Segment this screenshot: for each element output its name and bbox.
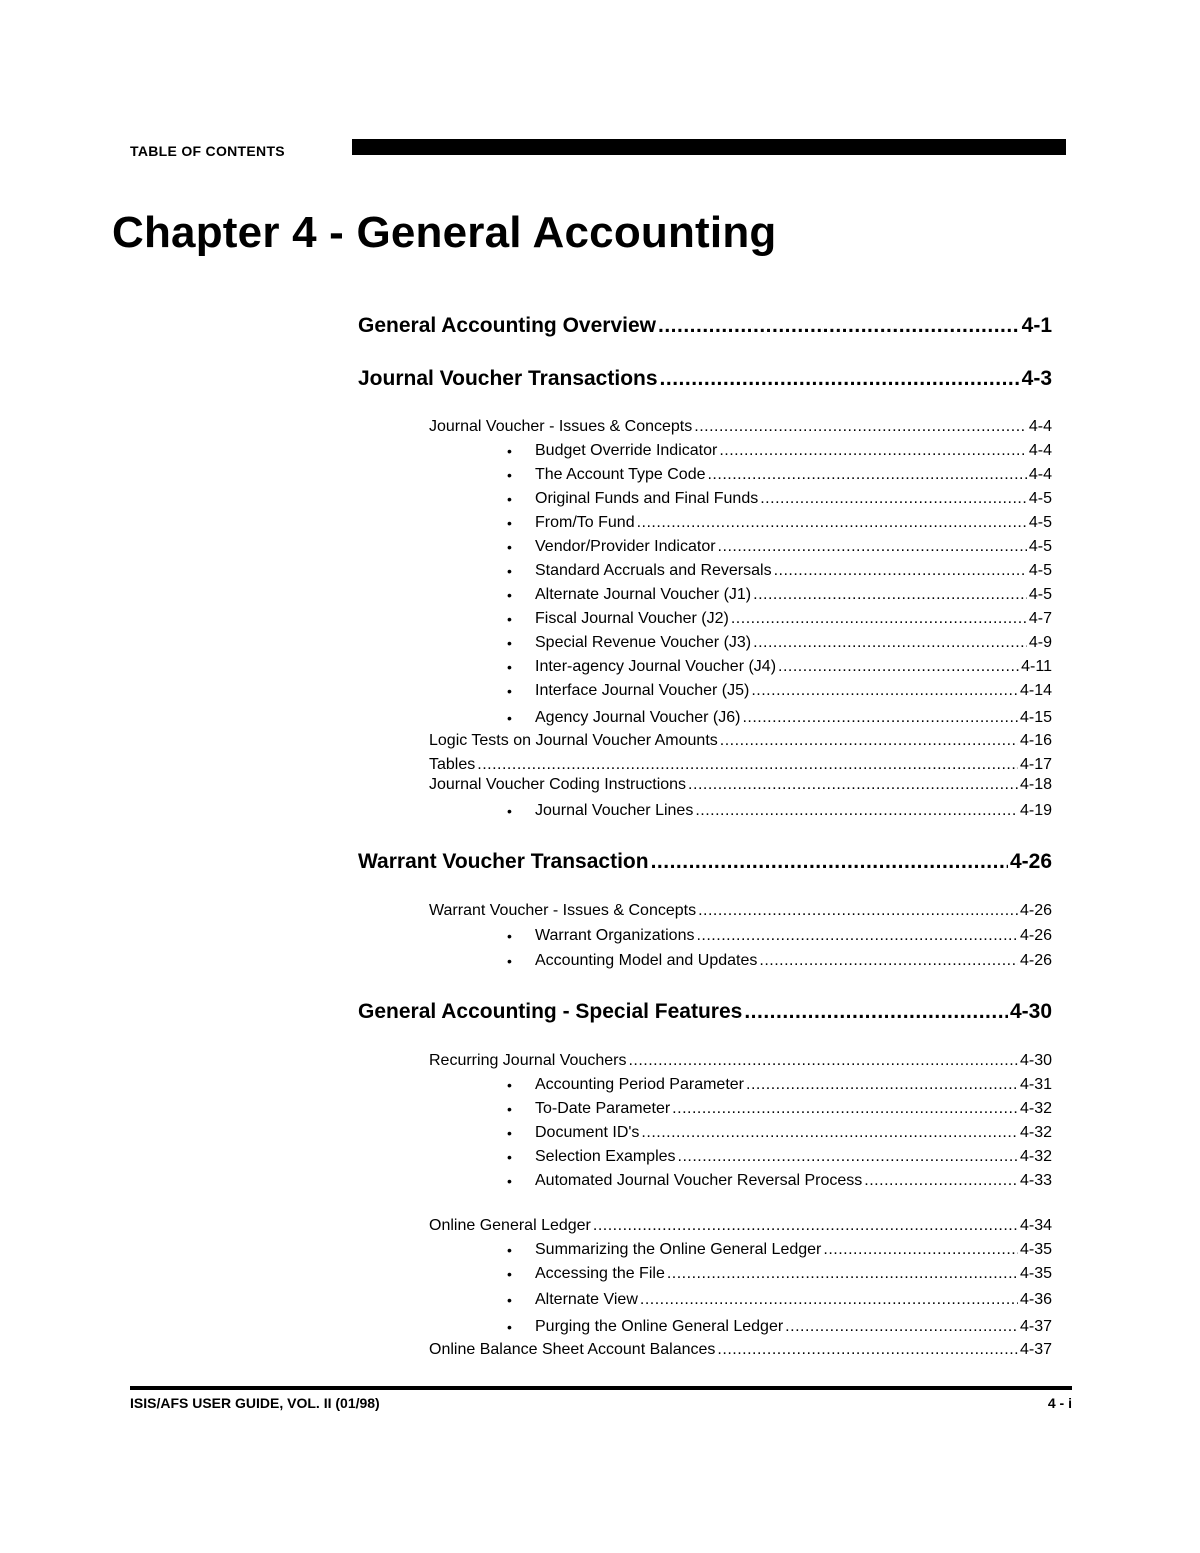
- bullet-icon: •: [507, 803, 512, 819]
- dot-leader: [637, 514, 1027, 532]
- toc-entry-page: 4-5: [1028, 562, 1052, 579]
- dot-leader: [753, 634, 1027, 652]
- toc-entry-title: Purging the Online General Ledger: [535, 1318, 784, 1335]
- toc-entry-title: To-Date Parameter: [535, 1100, 671, 1117]
- toc-entry-title: Journal Voucher Transactions: [358, 367, 658, 390]
- toc-entry[interactable]: [535, 1076, 1052, 1096]
- toc-entry-title: Online Balance Sheet Account Balances: [429, 1341, 716, 1358]
- toc-entry-page: 4-9: [1028, 634, 1052, 651]
- bullet-icon: •: [507, 710, 512, 726]
- toc-entry[interactable]: [535, 538, 1052, 558]
- toc-entry[interactable]: [429, 776, 1052, 796]
- toc-entry[interactable]: [535, 927, 1052, 947]
- toc-entry-page: 4-26: [1009, 850, 1052, 873]
- bullet-icon: •: [507, 1173, 512, 1189]
- toc-entry-page: 4-16: [1019, 732, 1052, 749]
- bullet-icon: •: [507, 1266, 512, 1282]
- bullet-icon: •: [507, 563, 512, 579]
- dot-leader: [688, 776, 1018, 794]
- toc-entry[interactable]: [535, 466, 1052, 486]
- toc-entry[interactable]: [535, 634, 1052, 654]
- toc-entry[interactable]: [535, 709, 1052, 729]
- toc-entry-page: 4-32: [1019, 1148, 1052, 1165]
- toc-entry[interactable]: [535, 514, 1052, 534]
- toc-entry-page: 4-33: [1019, 1172, 1052, 1189]
- toc-entry[interactable]: [535, 802, 1052, 822]
- toc-entry-page: 4-31: [1019, 1076, 1052, 1093]
- toc-entry-page: 4-18: [1019, 776, 1052, 793]
- toc-entry-page: 4-15: [1019, 709, 1052, 726]
- toc-entry-page: 4-35: [1019, 1241, 1052, 1258]
- dot-leader: [785, 1318, 1018, 1336]
- toc-entry-title: Standard Accruals and Reversals: [535, 562, 772, 579]
- bullet-icon: •: [507, 491, 512, 507]
- toc-entry-title: Warrant Organizations: [535, 927, 695, 944]
- toc-entry-page: 4-11: [1021, 658, 1052, 675]
- toc-entry-page: 4-36: [1019, 1291, 1052, 1308]
- bullet-icon: •: [507, 539, 512, 555]
- dot-leader: [774, 562, 1027, 580]
- toc-entry-page: 4-26: [1019, 927, 1052, 944]
- dot-leader: [823, 1241, 1018, 1259]
- toc-entry[interactable]: [535, 1318, 1052, 1338]
- dot-leader: [760, 490, 1027, 508]
- footer-page-number: 4 - i: [1047, 1395, 1072, 1411]
- toc-entry[interactable]: [535, 682, 1052, 702]
- header-label: TABLE OF CONTENTS: [130, 143, 285, 159]
- toc-entry-title: Warrant Voucher Transaction: [358, 850, 649, 873]
- dot-leader: [753, 586, 1027, 604]
- footer-guide-title: ISIS/AFS USER GUIDE, VOL. II (01/98): [130, 1395, 380, 1411]
- toc-entry-title: Alternate View: [535, 1291, 638, 1308]
- dot-leader: [719, 442, 1027, 460]
- toc-entry[interactable]: [535, 442, 1052, 462]
- toc-entry-page: 4-5: [1028, 490, 1052, 507]
- toc-entry-page: 4-7: [1028, 610, 1052, 627]
- dot-leader: [751, 682, 1018, 700]
- toc-entry[interactable]: [535, 1241, 1052, 1261]
- toc-entry-page: 4-5: [1028, 514, 1052, 531]
- bullet-icon: •: [507, 611, 512, 627]
- toc-entry[interactable]: [429, 1052, 1052, 1072]
- footer-rule: [130, 1386, 1072, 1390]
- toc-entry-title: The Account Type Code: [535, 466, 706, 483]
- dot-leader: [695, 802, 1018, 820]
- dot-leader: [593, 1217, 1018, 1235]
- toc-entry[interactable]: [535, 1148, 1052, 1168]
- bullet-icon: •: [507, 1149, 512, 1165]
- toc-entry[interactable]: [358, 1000, 1052, 1026]
- toc-entry-page: 4-30: [1019, 1052, 1052, 1069]
- toc-entry[interactable]: [429, 902, 1052, 922]
- dot-leader: [720, 732, 1018, 750]
- dot-leader: [742, 709, 1018, 727]
- toc-entry[interactable]: [535, 586, 1052, 606]
- dot-leader: [477, 756, 1018, 774]
- bullet-icon: •: [507, 928, 512, 944]
- dot-leader: [698, 902, 1018, 920]
- toc-entry[interactable]: [535, 562, 1052, 582]
- toc-entry[interactable]: [535, 490, 1052, 510]
- bullet-icon: •: [507, 467, 512, 483]
- bullet-icon: •: [507, 1077, 512, 1093]
- dot-leader: [731, 610, 1027, 628]
- dot-leader: [718, 538, 1027, 556]
- toc-entry-title: Journal Voucher Lines: [535, 802, 694, 819]
- toc-entry-title: Selection Examples: [535, 1148, 676, 1165]
- toc-entry[interactable]: [535, 1172, 1052, 1192]
- toc-entry-title: Accounting Model and Updates: [535, 952, 758, 969]
- dot-leader: [746, 1076, 1018, 1094]
- toc-entry-title: From/To Fund: [535, 514, 635, 531]
- toc-entry-page: 4-1: [1021, 314, 1052, 337]
- toc-entry[interactable]: [535, 1124, 1052, 1144]
- dot-leader: [759, 952, 1018, 970]
- dot-leader: [744, 1000, 1008, 1024]
- toc-entry-page: 4-37: [1019, 1341, 1052, 1358]
- toc-entry-title: General Accounting Overview: [358, 314, 656, 337]
- dot-leader: [660, 367, 1020, 391]
- bullet-icon: •: [507, 635, 512, 651]
- bullet-icon: •: [507, 443, 512, 459]
- toc-entry[interactable]: [535, 610, 1052, 630]
- toc-entry[interactable]: [358, 314, 1052, 340]
- toc-entry-page: 4-14: [1019, 682, 1052, 699]
- dot-leader: [717, 1341, 1018, 1359]
- toc-entry[interactable]: [429, 756, 1052, 776]
- toc-entry-title: Budget Override Indicator: [535, 442, 718, 459]
- toc-entry-page: 4-3: [1021, 367, 1052, 390]
- toc-entry-page: 4-32: [1019, 1100, 1052, 1117]
- toc-entry-title: Original Funds and Final Funds: [535, 490, 759, 507]
- bullet-icon: •: [507, 953, 512, 969]
- toc-entry-page: 4-34: [1019, 1217, 1052, 1234]
- toc-entry-title: Accessing the File: [535, 1265, 665, 1282]
- toc-entry[interactable]: [535, 1100, 1052, 1120]
- toc-entry-title: Document ID's: [535, 1124, 640, 1141]
- toc-entry-title: Alternate Journal Voucher (J1): [535, 586, 752, 603]
- toc-entry-page: 4-26: [1019, 952, 1052, 969]
- bullet-icon: •: [507, 515, 512, 531]
- toc-entry-title: Warrant Voucher - Issues & Concepts: [429, 902, 697, 919]
- toc-entry-page: 4-4: [1028, 442, 1052, 459]
- toc-entry-title: Agency Journal Voucher (J6): [535, 709, 741, 726]
- toc-entry-page: 4-17: [1019, 756, 1052, 773]
- bullet-icon: •: [507, 587, 512, 603]
- bullet-icon: •: [507, 1101, 512, 1117]
- toc-entry-title: Special Revenue Voucher (J3): [535, 634, 752, 651]
- toc-entry[interactable]: [429, 1341, 1052, 1361]
- toc-entry-title: Summarizing the Online General Ledger: [535, 1241, 822, 1258]
- toc-entry[interactable]: [535, 1291, 1052, 1311]
- toc-entry-title: Vendor/Provider Indicator: [535, 538, 716, 555]
- toc-entry[interactable]: [535, 1265, 1052, 1285]
- toc-entry-title: Logic Tests on Journal Voucher Amounts: [429, 732, 718, 749]
- toc-entry-page: 4-35: [1019, 1265, 1052, 1282]
- bullet-icon: •: [507, 1319, 512, 1335]
- dot-leader: [707, 466, 1026, 484]
- dot-leader: [667, 1265, 1018, 1283]
- dot-leader: [672, 1100, 1018, 1118]
- toc-entry[interactable]: [429, 1217, 1052, 1237]
- dot-leader: [651, 850, 1008, 874]
- toc-entry-page: 4-5: [1028, 538, 1052, 555]
- toc-entry-title: Online General Ledger: [429, 1217, 591, 1234]
- toc-entry-page: 4-26: [1019, 902, 1052, 919]
- dot-leader: [628, 1052, 1018, 1070]
- toc-entry[interactable]: [358, 850, 1052, 876]
- toc-entry-title: Accounting Period Parameter: [535, 1076, 744, 1093]
- toc-entry-page: 4-37: [1019, 1318, 1052, 1335]
- bullet-icon: •: [507, 1242, 512, 1258]
- toc-entry-title: Recurring Journal Vouchers: [429, 1052, 627, 1069]
- dot-leader: [640, 1291, 1018, 1309]
- bullet-icon: •: [507, 1125, 512, 1141]
- bullet-icon: •: [507, 683, 512, 699]
- toc-entry[interactable]: [429, 732, 1052, 752]
- toc-entry-page: 4-4: [1028, 466, 1052, 483]
- toc-entry-title: Journal Voucher Coding Instructions: [429, 776, 687, 793]
- toc-entry[interactable]: [358, 367, 1052, 393]
- bullet-icon: •: [507, 1292, 512, 1308]
- toc-entry-title: Fiscal Journal Voucher (J2): [535, 610, 729, 627]
- toc-entry-page: 4-5: [1028, 586, 1052, 603]
- toc-entry-title: Automated Journal Voucher Reversal Process: [535, 1172, 863, 1189]
- toc-entry-title: Inter-agency Journal Voucher (J4): [535, 658, 777, 675]
- dot-leader: [864, 1172, 1018, 1190]
- dot-leader: [658, 314, 1020, 338]
- chapter-title: Chapter 4 - General Accounting: [112, 208, 777, 257]
- toc-entry-title: Tables: [429, 756, 476, 773]
- toc-entry-title: General Accounting - Special Features: [358, 1000, 743, 1023]
- dot-leader: [694, 418, 1027, 436]
- toc-entry[interactable]: [535, 952, 1052, 972]
- bullet-icon: •: [507, 659, 512, 675]
- toc-entry-title: Interface Journal Voucher (J5): [535, 682, 750, 699]
- toc-entry-page: 4-19: [1019, 802, 1052, 819]
- toc-entry[interactable]: [535, 658, 1052, 678]
- dot-leader: [778, 658, 1019, 676]
- toc-entry-page: 4-4: [1028, 418, 1052, 435]
- dot-leader: [641, 1124, 1018, 1142]
- toc-entry[interactable]: [429, 418, 1052, 438]
- toc-entry-title: Journal Voucher - Issues & Concepts: [429, 418, 693, 435]
- toc-entry-page: 4-30: [1009, 1000, 1052, 1023]
- dot-leader: [678, 1148, 1018, 1166]
- dot-leader: [696, 927, 1018, 945]
- toc-entry-page: 4-32: [1019, 1124, 1052, 1141]
